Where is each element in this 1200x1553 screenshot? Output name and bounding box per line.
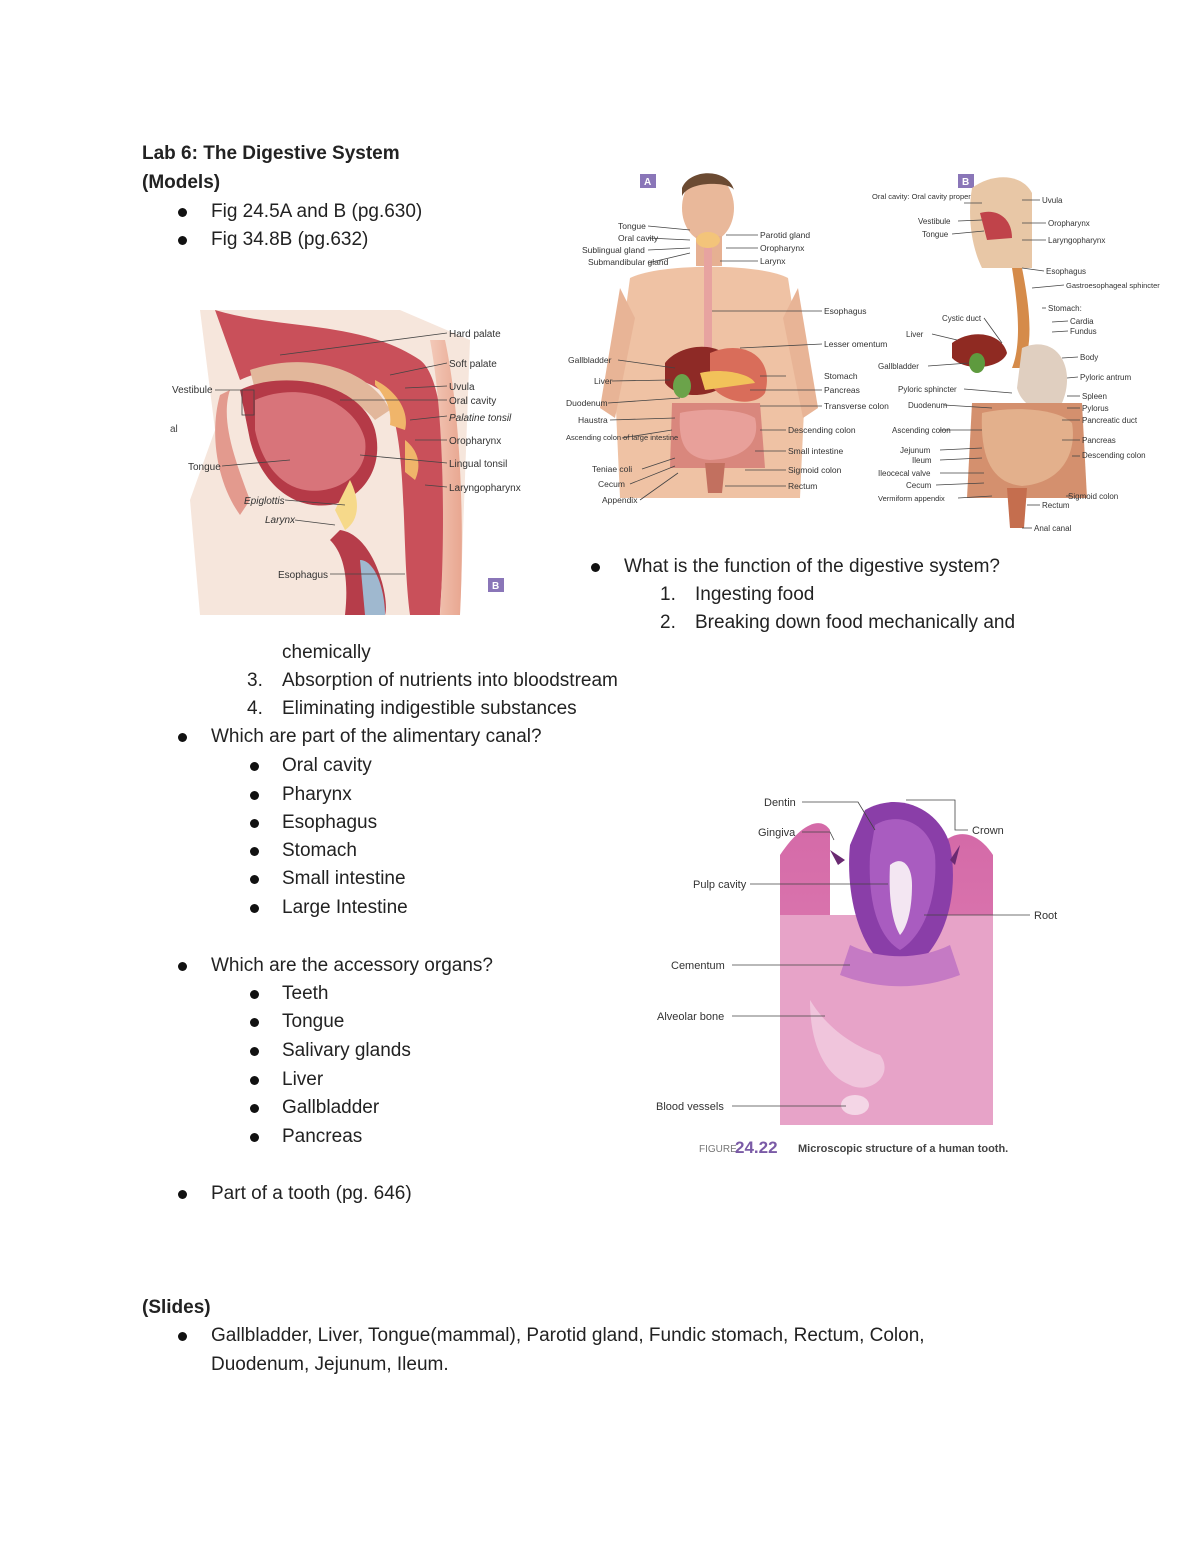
bullet-icon — [178, 1332, 187, 1341]
bullet-icon — [250, 791, 259, 800]
answer-number: 3. — [247, 670, 263, 691]
label-a-descending-colon: Descending colon — [788, 425, 856, 435]
label-b-ascending-colon: Ascending colon — [892, 426, 951, 435]
fig-ref-1: Fig 24.5A and B (pg.630) — [211, 201, 423, 222]
label-b-spleen: Spleen — [1082, 392, 1107, 401]
label-vestibule: Vestibule — [172, 385, 213, 396]
bullet-icon — [178, 236, 187, 245]
label-a-teniae-coli: Teniae coli — [592, 464, 633, 474]
answer-text: Ingesting food — [695, 584, 815, 605]
answer-text: Breaking down food mechanically and — [695, 612, 1016, 633]
label-blood-vessels: Blood vessels — [656, 1101, 724, 1113]
label-b-cecum: Cecum — [906, 481, 932, 490]
label-b-liver: Liver — [906, 330, 924, 339]
label-a-stomach: Stomach — [824, 371, 858, 381]
bullet-icon — [250, 762, 259, 771]
label-b-vermiform-appendix: Vermiform appendix — [878, 494, 945, 503]
label-b-oral-cavity: Oral cavity: Oral cavity proper — [872, 192, 971, 201]
label-b-ileum: Ileum — [912, 456, 932, 465]
list-item: Teeth — [282, 983, 329, 1004]
panel-letter-b2: B — [962, 177, 970, 188]
bullet-icon — [250, 1076, 259, 1085]
label-b-pylorus: Pylorus — [1082, 404, 1109, 413]
figure-caption-text: Microscopic structure of a human tooth. — [798, 1143, 1009, 1155]
slides-list-line-2: Duodenum, Jejunum, Ileum. — [211, 1354, 449, 1375]
question-accessory-organs: Which are the accessory organs? — [211, 955, 493, 976]
label-lingual-tonsil: Lingual tonsil — [449, 459, 508, 470]
label-b-fundus: Fundus — [1070, 327, 1097, 336]
label-b-pyloric-sphincter: Pyloric sphincter — [898, 385, 957, 394]
label-cementum: Cementum — [671, 960, 725, 972]
models-heading: (Models) — [142, 172, 221, 193]
figure-caption-number: 24.22 — [735, 1138, 778, 1157]
panel-letter-b: B — [492, 581, 500, 592]
fig-ref-2: Fig 34.8B (pg.632) — [211, 229, 369, 250]
label-b-gallbladder: Gallbladder — [878, 362, 919, 371]
list-item: Large Intestine — [282, 897, 408, 918]
label-a-duodenum: Duodenum — [566, 398, 608, 408]
digestive-system-figure-a — [560, 168, 889, 513]
label-a-small-intestine: Small intestine — [788, 446, 844, 456]
list-item: Salivary glands — [282, 1040, 411, 1061]
tooth-microscopy-figure — [650, 785, 1070, 1160]
label-a-sublingual-gland: Sublingual gland — [582, 245, 645, 255]
list-item: Stomach — [282, 840, 357, 861]
label-b-jejunum: Jejunum — [900, 446, 931, 455]
label-a-appendix: Appendix — [602, 495, 638, 505]
label-palatine-tonsil: Palatine tonsil — [449, 413, 512, 424]
list-item: Tongue — [282, 1011, 345, 1032]
label-tongue: Tongue — [188, 462, 221, 473]
list-item: Small intestine — [282, 868, 406, 889]
label-b-stomach: Stomach: — [1048, 304, 1082, 313]
mouth-pharynx-figure — [160, 300, 530, 615]
question-tooth: Part of a tooth (pg. 646) — [211, 1183, 412, 1204]
label-a-tongue: Tongue — [618, 221, 646, 231]
label-uvula: Uvula — [449, 382, 475, 393]
label-epiglottis: Epiglottis — [244, 496, 285, 507]
bullet-icon — [591, 563, 600, 572]
answer-number: 1. — [660, 584, 676, 605]
bullet-icon — [178, 1190, 187, 1199]
figure-caption-prefix: FIGURE — [699, 1144, 737, 1155]
label-soft-palate: Soft palate — [449, 359, 497, 370]
list-item: Gallbladder — [282, 1097, 380, 1118]
answer-number: 2. — [660, 612, 676, 633]
label-b-vestibule: Vestibule — [918, 217, 951, 226]
label-a-pancreas: Pancreas — [824, 385, 860, 395]
answer-number: 4. — [247, 698, 263, 719]
label-b-anal-canal: Anal canal — [1034, 524, 1072, 533]
bullet-icon — [250, 1018, 259, 1027]
label-a-transverse-colon: Transverse colon — [824, 401, 889, 411]
bullet-icon — [250, 847, 259, 856]
label-a-sigmoid-colon: Sigmoid colon — [788, 465, 842, 475]
label-a-oropharynx: Oropharynx — [760, 243, 805, 253]
label-b-duodenum: Duodenum — [908, 401, 948, 410]
slides-list-line-1: Gallbladder, Liver, Tongue(mammal), Parotid gland, Fundic stomach, Rectum, Colon, — [211, 1325, 925, 1346]
label-a-submandibular-gland: Submandibular gland — [588, 257, 669, 267]
label-a-cecum: Cecum — [598, 479, 625, 489]
bullet-icon — [250, 904, 259, 913]
label-b-cardia: Cardia — [1070, 317, 1094, 326]
label-b-tongue: Tongue — [922, 230, 949, 239]
label-a-gallbladder: Gallbladder — [568, 355, 612, 365]
label-a-larynx: Larynx — [760, 256, 786, 266]
label-b-oropharynx: Oropharynx — [1048, 219, 1090, 228]
label-b-gastroesophageal-sphincter: Gastroesophageal sphincter — [1066, 281, 1160, 290]
answer-text-continued: chemically — [282, 642, 371, 663]
bullet-icon — [250, 819, 259, 828]
answer-text: Absorption of nutrients into bloodstream — [282, 670, 618, 691]
list-item: Pancreas — [282, 1126, 363, 1147]
label-root: Root — [1034, 910, 1058, 922]
label-b-pyloric-antrum: Pyloric antrum — [1080, 373, 1132, 382]
bullet-icon — [178, 208, 187, 217]
label-a-lesser-omentum: Lesser omentum — [824, 339, 888, 349]
label-b-body: Body — [1080, 353, 1099, 362]
label-laryngopharynx: Laryngopharynx — [449, 483, 521, 494]
label-a-haustra: Haustra — [578, 415, 608, 425]
list-item: Pharynx — [282, 784, 352, 805]
mouth-figure-edge-text: al — [170, 424, 178, 435]
label-b-ileocecal-valve: Ileocecal valve — [878, 469, 931, 478]
label-gingiva: Gingiva — [758, 827, 796, 839]
label-alveolar-bone: Alveolar bone — [657, 1011, 725, 1023]
label-a-esophagus: Esophagus — [824, 306, 867, 316]
question-function: What is the function of the digestive system? — [624, 556, 1000, 577]
bullet-icon — [178, 962, 187, 971]
slides-heading: (Slides) — [142, 1297, 211, 1318]
label-hard-palate: Hard palate — [449, 329, 501, 340]
digestive-system-figure-b — [872, 168, 1192, 538]
bullet-icon — [250, 990, 259, 999]
label-larynx: Larynx — [265, 515, 296, 526]
label-b-cystic-duct: Cystic duct — [942, 314, 982, 323]
label-a-rectum: Rectum — [788, 481, 818, 491]
list-item: Liver — [282, 1069, 324, 1090]
bullet-icon — [250, 1104, 259, 1113]
list-item: Oral cavity — [282, 755, 372, 776]
bullet-icon — [250, 875, 259, 884]
list-item: Esophagus — [282, 812, 378, 833]
label-esophagus: Esophagus — [278, 570, 329, 581]
bullet-icon — [178, 733, 187, 742]
label-a-ascending-colon: Ascending colon of large intestine — [566, 433, 679, 442]
label-oropharynx: Oropharynx — [449, 436, 502, 447]
label-b-laryngopharynx: Laryngopharynx — [1048, 236, 1106, 245]
label-b-pancreas: Pancreas — [1082, 436, 1116, 445]
question-alimentary-canal: Which are part of the alimentary canal? — [211, 726, 542, 747]
label-a-parotid-gland: Parotid gland — [760, 230, 811, 240]
answer-text: Eliminating indigestible substances — [282, 698, 577, 719]
label-pulp-cavity: Pulp cavity — [693, 879, 747, 891]
label-b-rectum: Rectum — [1042, 501, 1070, 510]
label-a-oral-cavity: Oral cavity — [618, 233, 659, 243]
label-crown: Crown — [972, 825, 1004, 837]
label-b-esophagus: Esophagus — [1046, 267, 1087, 276]
label-b-descending-colon: Descending colon — [1082, 451, 1146, 460]
label-oral-cavity: Oral cavity — [449, 396, 497, 407]
label-b-uvula: Uvula — [1042, 196, 1063, 205]
panel-letter-a: A — [644, 177, 652, 188]
label-b-pancreatic-duct: Pancreatic duct — [1082, 416, 1138, 425]
bullet-icon — [250, 1047, 259, 1056]
page-title: Lab 6: The Digestive System — [142, 143, 400, 164]
label-b-sigmoid-colon: Sigmoid colon — [1068, 492, 1119, 501]
label-dentin: Dentin — [764, 797, 796, 809]
label-a-liver: Liver — [594, 376, 613, 386]
bullet-icon — [250, 1133, 259, 1142]
